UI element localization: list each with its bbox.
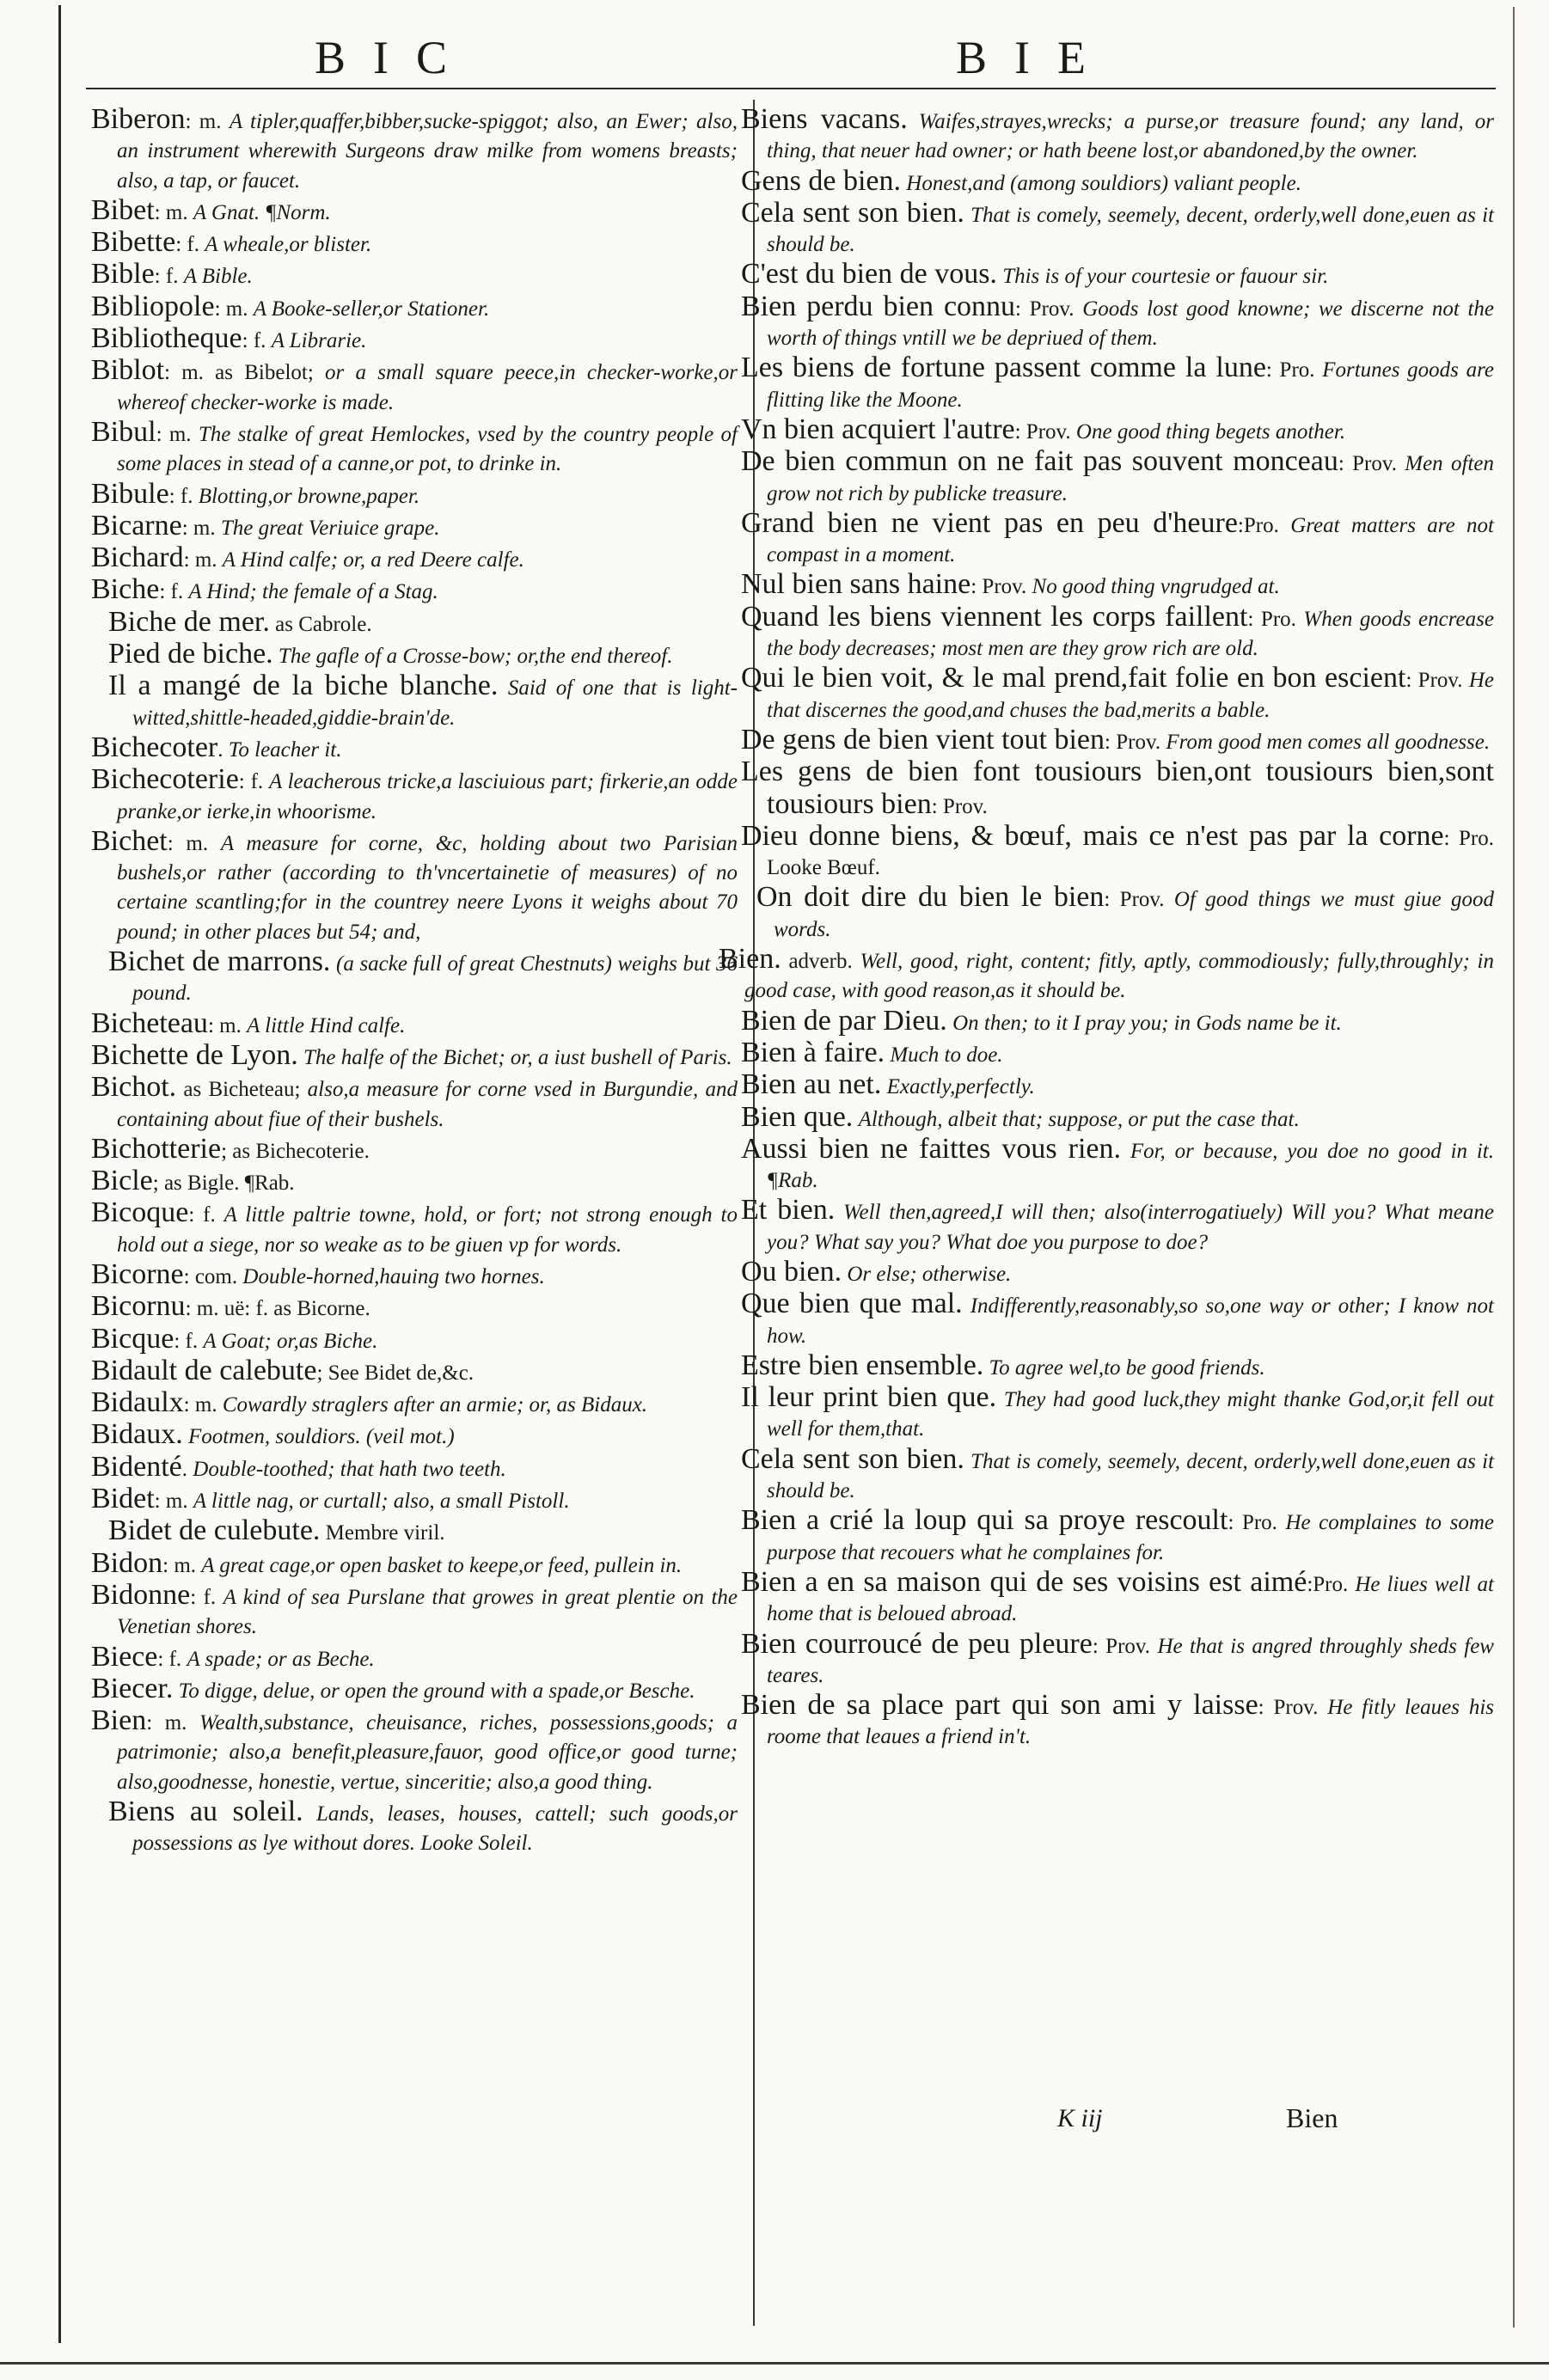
dictionary-entry xyxy=(91,575,738,607)
definition: A Goat; or,as Biche. xyxy=(203,1329,378,1353)
headword: Bicornu xyxy=(91,1290,186,1323)
headword: Bichecoterie xyxy=(91,763,239,796)
definition: He fitly leaues his roome that leaues a friend in't. xyxy=(767,1696,1495,1749)
dictionary-entry xyxy=(741,196,1495,260)
dictionary-entry xyxy=(741,164,1494,199)
definition: Men often grow not rich by publicke treasure. xyxy=(767,452,1494,505)
dictionary-entry xyxy=(91,765,738,827)
definition: Blotting,or browne,paper. xyxy=(198,484,420,508)
grammar-note xyxy=(1121,1140,1130,1163)
definition: Waifes,strayes,wrecks; a purse,or treasure found; any land, or thing, that neuer had owner; or hath beene lost,or abandoned,by the owner. xyxy=(767,110,1495,163)
definition: A Bible. xyxy=(183,265,253,289)
grammar-note: :Pro. xyxy=(1307,1572,1356,1596)
headword: Bien a en sa maison qui de ses voisins est aimé xyxy=(741,1565,1307,1598)
grammar-note: . xyxy=(181,1457,193,1481)
grammar-note: as Bicheteau; xyxy=(176,1078,308,1102)
dictionary-entry xyxy=(741,600,1494,664)
grammar-note: : Prov. xyxy=(970,575,1032,599)
running-head-left: BIC xyxy=(315,32,475,83)
dictionary-entry xyxy=(91,605,738,639)
headword: Il a mangé de la biche blanche. xyxy=(108,670,499,702)
dictionary-entry xyxy=(741,447,1494,509)
grammar-note: : Prov. xyxy=(1092,1634,1158,1658)
dictionary-entry xyxy=(91,1257,738,1292)
definition: To leacher it. xyxy=(228,737,342,762)
dictionary-entry xyxy=(91,639,738,671)
headword: Ou bien. xyxy=(741,1255,842,1288)
dictionary-entry xyxy=(91,1546,738,1581)
dictionary-entry xyxy=(91,193,738,228)
definition: They had good luck,they might thanke God,or,it fell out well for them,that. xyxy=(767,1388,1494,1441)
dictionary-entry xyxy=(91,260,738,291)
grammar-note: adverb. xyxy=(781,950,860,974)
grammar-note: ; as Bichecoterie. xyxy=(221,1139,370,1163)
dictionary-entry xyxy=(91,292,738,324)
headword: Bien que. xyxy=(741,1100,854,1133)
grammar-note: Membre viril. xyxy=(320,1521,445,1545)
definition: Well then,agreed,I will then; also(interrogatiuely) Will you? What meane you? What say you? What doe you purpose to doe? xyxy=(767,1201,1494,1254)
headword: Estre bien ensemble. xyxy=(741,1349,984,1381)
headword: Bidon xyxy=(91,1546,163,1579)
dictionary-entry xyxy=(741,570,1494,602)
grammar-note: : m. xyxy=(167,831,221,855)
dictionary-entry xyxy=(91,1292,738,1324)
dictionary-entry xyxy=(719,945,1494,1006)
headword: Bidenté xyxy=(91,1450,182,1483)
dictionary-entry xyxy=(741,1289,1494,1351)
definition: Goods lost good knowne; we discerne not the worth of things vntill we be depriued of them. xyxy=(767,297,1494,351)
dictionary-entry xyxy=(91,477,738,511)
headword: Vn bien acquiert l'autre xyxy=(741,413,1015,445)
dictionary-entry xyxy=(741,1506,1494,1568)
grammar-note: : m. xyxy=(181,516,221,540)
dictionary-entry xyxy=(91,324,738,356)
grammar-note: : Pro. xyxy=(1228,1511,1286,1535)
grammar-note: : m. xyxy=(154,1490,193,1514)
dictionary-entry xyxy=(91,1420,738,1452)
page-edge-left xyxy=(58,5,61,2343)
dictionary-entry xyxy=(91,1073,738,1135)
grammar-note: : f. xyxy=(174,1329,204,1353)
grammar-note: : Prov. xyxy=(1014,419,1076,444)
dictionary-entry xyxy=(741,105,1494,167)
grammar-note: :Pro. xyxy=(1237,513,1291,537)
dictionary-entry xyxy=(741,1070,1494,1102)
headword: Bien au net. xyxy=(741,1068,882,1101)
headword: Cela sent son bien. xyxy=(741,196,964,229)
definition: The halfe of the Bichet; or, a iust bushell of Paris. xyxy=(303,1045,732,1069)
grammar-note xyxy=(996,1388,1004,1411)
dictionary-entry xyxy=(741,1442,1495,1507)
definition: A Booke-seller,or Stationer. xyxy=(253,297,490,321)
headword: Bien de par Dieu. xyxy=(741,1004,947,1037)
grammar-note: : Prov. xyxy=(931,794,988,818)
grammar-note: ; as Bigle. ¶Rab. xyxy=(152,1172,295,1196)
catchword: Bien xyxy=(1286,2102,1338,2133)
headword: Bidonne xyxy=(91,1578,191,1611)
headword: Que bien que mal. xyxy=(741,1288,963,1320)
dictionary-entry xyxy=(91,415,738,480)
dictionary-entry xyxy=(741,1383,1494,1445)
dictionary-entry xyxy=(741,1627,1494,1692)
grammar-note: : m. xyxy=(214,297,254,321)
definition: Cowardly straglers after an armie; or, as Bidaux. xyxy=(222,1393,648,1417)
definition: To agree wel,to be good friends. xyxy=(989,1355,1265,1380)
running-head-right: BIE xyxy=(956,32,1113,83)
definition: Wealth,substance, cheuisance, riches, possessions,goods; a patrimonie; also,a benefit,pleasure,fauor, good office,or good turne; also,goodnesse, honestie, vertue, sinceritie; also,a good thing. xyxy=(117,1711,738,1794)
dictionary-entry xyxy=(91,1356,738,1388)
headword: Bien a crié la loup qui sa proye rescoult xyxy=(741,1504,1228,1537)
grammar-note xyxy=(303,1802,316,1826)
definition: (a sacke full of great Chestnuts) weighs but 36 pound. xyxy=(132,952,738,1006)
definition: A kind of sea Purslane that growes in great plentie on the Venetian shores. xyxy=(117,1585,738,1639)
headword: Bidaux. xyxy=(91,1418,183,1451)
grammar-note: : f. xyxy=(159,580,189,604)
headword: Gens de bien. xyxy=(741,164,902,197)
headword: Dieu donne biens, & bœuf, mais ce n'est pas par la corne xyxy=(741,819,1444,852)
definition: A measure for corne, &c, holding about two Parisian bushels,or rather (according to th'vncertainetie of measures) of no certaine scantling;for in the countrey neere Lyons it weighs about 70 pound; in other places but 54; and, xyxy=(117,831,738,944)
headword: Bibliopole xyxy=(91,290,215,322)
headword: Biecer. xyxy=(91,1672,174,1704)
headword: Bien de sa place part qui son ami y laisse xyxy=(741,1689,1258,1722)
dictionary-entry xyxy=(91,1674,738,1706)
dictionary-entry xyxy=(91,1322,738,1356)
signature-mark: K iij xyxy=(1057,2104,1103,2132)
headword: Bidet xyxy=(91,1483,155,1515)
headword: Quand les biens viennent les corps faillent xyxy=(741,600,1248,633)
grammar-note: : Pro. xyxy=(1265,358,1323,382)
dictionary-entry xyxy=(91,947,738,1009)
grammar-note xyxy=(963,1294,970,1318)
grammar-note: : Prov. xyxy=(1338,452,1405,476)
definition: He that discernes the good,and chuses the bad,merits a bable. xyxy=(767,669,1494,722)
headword: Bicoque xyxy=(91,1196,189,1229)
headword: Bichecoter xyxy=(91,731,218,763)
dictionary-entry xyxy=(741,506,1494,571)
headword: Bicarne xyxy=(91,509,182,541)
headword: Bien. xyxy=(719,943,781,976)
dictionary-entry xyxy=(741,292,1494,354)
definition: Honest,and (among souldiors) valiant people. xyxy=(906,171,1301,195)
dictionary-entry xyxy=(741,1038,1494,1070)
grammar-note: : f. xyxy=(175,233,205,257)
definition: Said of one that is light-witted,shittle-headed,giddie-brain'de. xyxy=(132,676,738,730)
headword: Bicheteau xyxy=(91,1006,208,1039)
grammar-note: : f. xyxy=(168,484,199,508)
grammar-note: : f. xyxy=(242,329,272,353)
grammar-note: : com. xyxy=(183,1264,243,1288)
dictionary-entry xyxy=(741,415,1494,447)
definition: When goods encrease the body decreases; most men are they grow rich are old. xyxy=(767,607,1494,661)
headword: De gens de bien vient tout bien xyxy=(741,723,1105,756)
headword: Biberon xyxy=(91,103,186,135)
dictionary-entry xyxy=(741,1132,1494,1196)
headword: Les biens de fortune passent comme la lune xyxy=(741,352,1266,384)
definition: The great Veriuice grape. xyxy=(220,516,440,540)
headword: Cela sent son bien. xyxy=(741,1442,964,1475)
headword: Bibette xyxy=(91,226,176,259)
grammar-note: : f. xyxy=(238,770,269,794)
definition: He complaines to some purpose that recouers what he complaines for. xyxy=(767,1511,1494,1564)
headword: Pied de biche. xyxy=(108,638,273,670)
headword: Bichard xyxy=(91,541,184,574)
dictionary-entry xyxy=(91,356,738,418)
headword: Bicque xyxy=(91,1322,174,1355)
headword: Biens vacans. xyxy=(741,103,908,135)
grammar-note: : m. xyxy=(183,548,223,572)
definition: That is comely, seemely, decent, orderly,well done,euen as it should be. xyxy=(767,1449,1495,1503)
definition: Double-toothed; that hath two teeth. xyxy=(193,1457,506,1481)
definition: Of good things we must giue good words. xyxy=(774,888,1494,941)
definition: A Hind calfe; or, a red Deere calfe. xyxy=(222,548,524,572)
dictionary-entry xyxy=(91,1484,738,1516)
definition: A leacherous tricke,a lasciuious part; firkerie,an odde pranke,or ierke,in whoorisme. xyxy=(117,770,738,823)
dictionary-entry xyxy=(91,824,738,947)
grammar-note: : f. xyxy=(154,265,184,289)
dictionary-entry xyxy=(91,228,738,260)
grammar-note: : Pro. Looke Bœuf. xyxy=(767,826,1494,880)
grammar-note: as Cabrole. xyxy=(269,612,372,636)
definition: Great matters are not compast in a moment. xyxy=(767,513,1494,567)
definition: A great cage,or open basket to keepe,or feed, pullein in. xyxy=(201,1553,683,1577)
headword: Bibule xyxy=(91,477,169,510)
headword: Biblot xyxy=(91,354,165,387)
definition: Fortunes goods are flitting like the Moone. xyxy=(767,358,1494,412)
dictionary-entry xyxy=(91,1132,738,1166)
grammar-note: : Prov. xyxy=(1258,1696,1328,1720)
definition: A spade; or as Beche. xyxy=(187,1647,375,1671)
definition: That is comely, seemely, decent, orderly,well done,euen as it should be. xyxy=(767,203,1495,257)
dictionary-entry xyxy=(741,664,1494,725)
definition: One good thing begets another. xyxy=(1075,419,1346,444)
definition: A wheale,or blister. xyxy=(205,233,372,257)
grammar-note: : f. xyxy=(190,1585,223,1609)
dictionary-entry xyxy=(741,1257,1494,1289)
headword: Bicle xyxy=(91,1165,153,1197)
headword: Bicorne xyxy=(91,1257,184,1290)
dictionary-entry xyxy=(91,105,738,196)
dictionary-entry xyxy=(741,353,1494,415)
dictionary-entry xyxy=(741,260,1494,291)
definition: No good thing vngrudged at. xyxy=(1032,575,1280,599)
dictionary-entry xyxy=(91,511,738,543)
definition: A Gnat. ¶Norm. xyxy=(193,200,331,224)
dictionary-entry xyxy=(741,1565,1494,1630)
headword: Bichot. xyxy=(91,1071,177,1104)
headword: Biche de mer. xyxy=(108,605,270,638)
dictionary-entry xyxy=(91,1797,738,1859)
headword: Nul bien sans haine xyxy=(741,568,971,601)
dictionary-entry xyxy=(91,733,738,765)
dictionary-entry xyxy=(91,1038,738,1073)
definition: This is of your courtesie or fauour sir. xyxy=(1002,265,1329,289)
grammar-note: : Prov. xyxy=(1105,730,1166,754)
grammar-note: : m. xyxy=(207,1013,248,1037)
grammar-note: : m. xyxy=(154,200,193,224)
headword: Il leur print bien que. xyxy=(741,1381,997,1414)
dictionary-entry xyxy=(91,543,738,575)
definition: or a small square peece,in checker-worke,or whereof checker-worke is made. xyxy=(117,361,738,414)
definition: A little Hind calfe. xyxy=(247,1013,406,1037)
headword: Bien courroucé de peu pleure xyxy=(741,1627,1093,1660)
headword: Biece xyxy=(91,1640,158,1673)
headword: Bibul xyxy=(91,415,156,448)
definition: For, or because, you doe no good in it. ¶Rab. xyxy=(767,1139,1494,1193)
definition: Although, albeit that; suppose, or put the case that. xyxy=(858,1107,1300,1131)
definition: A little nag, or curtall; also, a small Pistoll. xyxy=(193,1490,570,1514)
grammar-note: : m. xyxy=(156,422,199,446)
grammar-note: : Prov. xyxy=(1405,669,1469,693)
grammar-note xyxy=(964,1450,970,1473)
dictionary-entry xyxy=(91,1006,738,1041)
headword: C'est du bien de vous. xyxy=(741,258,997,291)
dictionary-entry xyxy=(91,1516,738,1548)
grammar-note: : Prov. xyxy=(1104,888,1174,912)
headword: Bidet de culebute. xyxy=(108,1514,321,1547)
dictionary-entry xyxy=(91,1706,738,1797)
headword: Bibet xyxy=(91,193,155,226)
dictionary-entry xyxy=(741,1351,1494,1383)
grammar-note xyxy=(498,676,507,700)
headword: Et bien. xyxy=(741,1194,836,1227)
definition: Double-horned,hauing two hornes. xyxy=(242,1264,545,1288)
header-rule xyxy=(86,88,1496,89)
definition: From good men comes all goodnesse. xyxy=(1166,730,1491,754)
grammar-note: : m. xyxy=(162,1553,202,1577)
headword: Grand bien ne vient pas en peu d'heure xyxy=(741,506,1238,539)
dictionary-entry xyxy=(91,671,738,733)
definition: The stalke of great Hemlockes, vsed by the country people of some places in stead of a canne,or pot, to drinke in. xyxy=(117,422,738,476)
headword: Aussi bien ne faittes vous rien. xyxy=(741,1132,1122,1165)
page-edge-bottom xyxy=(0,2362,1549,2365)
grammar-note: : Prov. xyxy=(1015,297,1083,321)
headword: Bien xyxy=(91,1704,147,1737)
definition: A Librarie. xyxy=(271,329,367,353)
definition: Exactly,perfectly. xyxy=(886,1075,1035,1099)
dictionary-entry xyxy=(91,1166,738,1198)
definition: also,a measure for corne vsed in Burgundie, and containing about fiue of their bushels. xyxy=(117,1078,738,1131)
grammar-note: : m. xyxy=(185,110,230,133)
headword: On doit dire du bien le bien xyxy=(756,881,1105,914)
headword: Bichet de marrons. xyxy=(108,945,331,978)
headword: Bien à faire. xyxy=(741,1036,885,1068)
headword: Bichotterie xyxy=(91,1132,222,1165)
grammar-note xyxy=(908,110,919,133)
headword: Les gens de bien font tousiours bien,ont tousiours bien,sont tousiours bien xyxy=(741,756,1494,820)
definition: He liues well at home that is beloued abroad. xyxy=(767,1572,1494,1626)
definition: Well, good, right, content; fitly, aptly, commodiously; fully,throughly; in good case, with good reason,as it should be. xyxy=(744,950,1494,1003)
dictionary-entry xyxy=(91,1388,738,1420)
headword: Bidaulx xyxy=(91,1386,184,1419)
dictionary-entry xyxy=(91,1640,738,1674)
headword: Bichette de Lyon. xyxy=(91,1038,298,1071)
dictionary-entry xyxy=(741,1691,1494,1753)
definition: Footmen, souldiors. (veil mot.) xyxy=(187,1425,455,1449)
definition: A Hind; the female of a Stag. xyxy=(188,580,438,604)
grammar-note: : m. as Bibelot; xyxy=(164,361,326,385)
dictionary-entry xyxy=(741,1196,1494,1257)
grammar-note: : m. xyxy=(183,1393,223,1417)
dictionary-entry xyxy=(741,1100,1494,1135)
headword: Bien perdu bien connu xyxy=(741,290,1016,322)
headword: Qui le bien voit, & le mal prend,fait folie en bon escient xyxy=(741,662,1406,694)
dictionary-entry xyxy=(741,819,1494,884)
definition: To digge, delue, or open the ground with a spade,or Besche. xyxy=(178,1679,695,1703)
definition: Much to doe. xyxy=(890,1043,1003,1067)
definition: He that is angred throughly sheds few teares. xyxy=(767,1634,1494,1687)
dictionary-entry xyxy=(91,1450,738,1484)
definition: Or else; otherwise. xyxy=(847,1262,1012,1286)
dictionary-entry xyxy=(741,757,1494,822)
definition: On then; to it I pray you; in Gods name be it. xyxy=(952,1011,1342,1035)
grammar-note: . xyxy=(217,737,229,762)
definition: The gafle of a Crosse-bow; or,the end thereof. xyxy=(278,645,673,669)
headword: Bichet xyxy=(91,824,168,857)
dictionary-entry xyxy=(91,1198,738,1260)
grammar-note: : m. uë: f. as Bicorne. xyxy=(185,1297,370,1321)
grammar-note: : f. xyxy=(188,1203,224,1227)
grammar-note xyxy=(835,1201,843,1224)
definition: Indifferently,reasonably,so so,one way or other; I know not how. xyxy=(767,1294,1494,1348)
definition: A tipler,quaffer,bibber,sucke-spiggot; also, an Ewer; also, an instrument wherewith Surgeons draw milke from womens breasts; also, a tap, or faucet. xyxy=(117,110,738,193)
headword: Bidault de calebute xyxy=(91,1354,317,1386)
grammar-note: ; See Bidet de,&c. xyxy=(316,1361,474,1385)
right-column xyxy=(719,103,1495,1753)
dictionary-entry xyxy=(741,883,1494,945)
headword: De bien commun on ne fait pas souvent monceau xyxy=(741,445,1338,478)
headword: Biens au soleil. xyxy=(108,1796,303,1828)
grammar-note: : f. xyxy=(157,1647,187,1671)
headword: Bibliotheque xyxy=(91,322,242,355)
definition: A little paltrie towne, hold, or fort; not strong enough to hold out a siege, nor so weake as to be giuen vp for words. xyxy=(117,1203,738,1257)
definition: Lands, leases, houses, cattell; such goods,or possessions as lye without dores. Looke Soleil. xyxy=(132,1802,738,1856)
left-column xyxy=(91,105,738,1859)
dictionary-entry xyxy=(741,1006,1494,1038)
grammar-note: : Pro. xyxy=(1247,607,1304,631)
dictionary-entry xyxy=(91,1578,738,1643)
dictionary-entry xyxy=(741,725,1494,757)
grammar-note xyxy=(964,204,970,227)
headword: Biche xyxy=(91,573,160,606)
grammar-note: : m. xyxy=(146,1711,199,1735)
headword: Bible xyxy=(91,258,155,291)
page-edge-right xyxy=(1513,7,1515,2328)
